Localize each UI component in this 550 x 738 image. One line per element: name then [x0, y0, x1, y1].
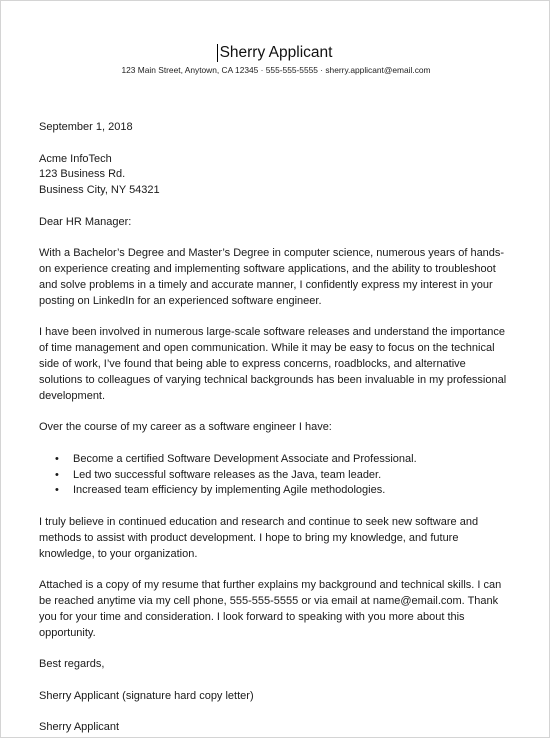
- signature-note: Sherry Applicant (signature hard copy letter): [39, 689, 254, 702]
- salutation: Dear HR Manager:: [39, 215, 132, 228]
- typed-name: Sherry Applicant: [39, 721, 120, 734]
- paragraph-line: side of work, I’ve found that being able to express concerns, roadblocks, and alternative: [39, 357, 466, 370]
- letterhead: [1, 43, 550, 76]
- contact-line: 123 Main Street, Anytown, CA 12345 · 555-555-5555 · sherry.applicant@email.com: [121, 65, 431, 75]
- closing: Best regards,: [39, 658, 105, 671]
- achievements-list: [39, 452, 517, 499]
- paragraph-line: I truly believe in continued education and research and continue to seek new software and: [39, 515, 479, 528]
- letter-date: September 1, 2018: [39, 121, 133, 133]
- paragraph-line: of time management and open communication. While it may be easy to focus on the technical: [39, 342, 495, 355]
- recipient-street: 123 Business Rd.: [39, 168, 126, 181]
- paragraph-line: opportunity.: [39, 626, 96, 639]
- recipient-company: Acme InfoTech: [39, 152, 112, 165]
- paragraph-2: [39, 325, 517, 404]
- paragraph-line: development.: [39, 389, 106, 402]
- recipient-city: Business City, NY 54321: [39, 184, 160, 197]
- paragraph-line: With a Bachelor’s Degree and Master’s Degree in computer science, numerous years of hands-: [39, 247, 505, 260]
- text-cursor: [217, 44, 218, 62]
- applicant-name[interactable]: [220, 43, 333, 63]
- list-intro: Over the course of my career as a software engineer I have:: [39, 421, 332, 434]
- paragraph-line: solutions to colleagues of varying technical backgrounds has been invaluable in my professional: [39, 373, 507, 386]
- paragraph-line: you for your time and consideration. I look forward to speaking with you more about this: [39, 610, 465, 623]
- list-item-text: Increased team efficiency by implementing Agile methodologies.: [73, 484, 386, 497]
- bullet-icon: •: [55, 452, 59, 465]
- paragraph-line: Attached is a copy of my resume that further explains my background and technical skills. I can: [39, 579, 502, 592]
- list-item: [39, 468, 517, 484]
- paragraph-line: I have been involved in numerous large-scale software releases and understand the importance: [39, 326, 505, 339]
- list-item-text: Led two successful software releases as the Java, team leader.: [73, 468, 382, 481]
- paragraph-line: knowledge, to your organization.: [39, 547, 198, 560]
- list-item: [39, 452, 517, 468]
- letter-body: [39, 120, 517, 736]
- list-item-text: Become a certified Software Development Associate and Professional.: [73, 452, 417, 465]
- list-item: [39, 483, 517, 499]
- paragraph-3: [39, 515, 517, 562]
- paragraph-line: posting on LinkedIn for an experienced software engineer.: [39, 294, 322, 307]
- paragraph-1: [39, 246, 517, 309]
- paragraph-line: methods to assist with product development. I hope to bring my knowledge, and future: [39, 531, 459, 544]
- bullet-icon: •: [55, 484, 59, 497]
- paragraph-line: and solve problems in a timely and accurate manner, I confidently express my interest in your: [39, 278, 493, 291]
- paragraph-line: on experience creating and implementing software applications, and the ability to troubleshoot: [39, 263, 496, 276]
- applicant-name-text: Sherry Applicant: [219, 44, 333, 61]
- paragraph-line: be reached anytime via my cell phone, 555-555-5555 or via email at name@email.com. Thank: [39, 594, 499, 607]
- recipient-address: [39, 152, 517, 199]
- paragraph-4: [39, 578, 517, 641]
- bullet-icon: •: [55, 468, 59, 481]
